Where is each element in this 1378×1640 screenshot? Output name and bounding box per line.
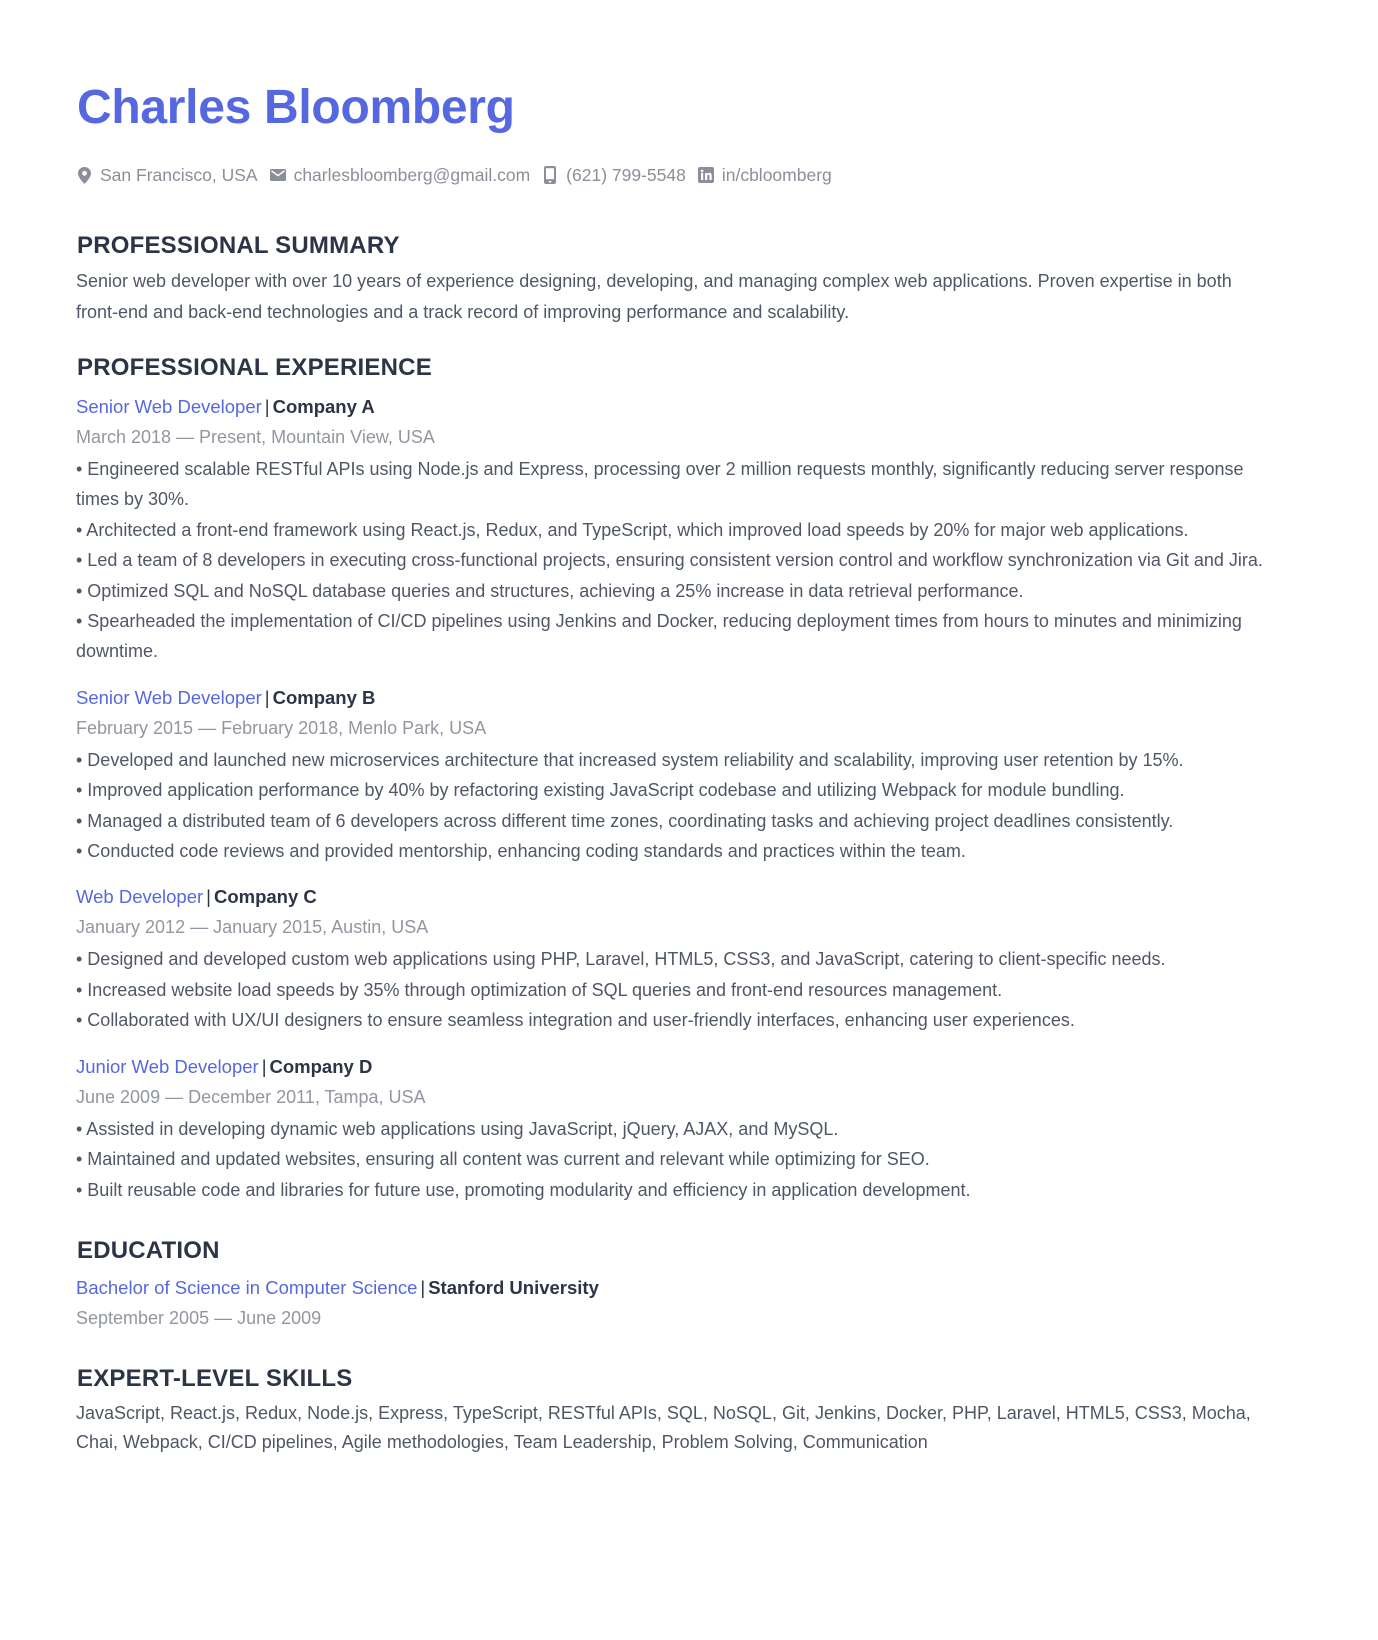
job-dates-location: January 2012 — January 2015, Austin, USA bbox=[76, 917, 429, 938]
location-pin-icon bbox=[76, 166, 92, 184]
job-entry bbox=[76, 1052, 1278, 1205]
contact-location-text: San Francisco, USA bbox=[100, 165, 258, 185]
separator: | bbox=[261, 1055, 267, 1077]
bullet-item: • Managed a distributed team of 6 developers across different time zones, coordinating tasks and achieving project deadlines consistently. bbox=[76, 810, 1174, 831]
separator: | bbox=[420, 1276, 426, 1298]
bullet-item: • Conducted code reviews and provided mentorship, enhancing coding standards and practices within the team. bbox=[76, 841, 966, 862]
linkedin-icon bbox=[698, 166, 714, 184]
education-entry bbox=[76, 1273, 1278, 1333]
bullet-item: • Led a team of 8 developers in executing cross-functional projects, ensuring consistent version control and workflow synchronization via Git and Jira. bbox=[76, 550, 1263, 571]
job-role: Junior Web Developer bbox=[76, 1055, 259, 1077]
job-entry bbox=[76, 683, 1278, 867]
bullet-item: • Architected a front-end framework using React.js, Redux, and TypeScript, which improved load speeds by 20% for major web applications. bbox=[76, 519, 1189, 540]
bullet-item: • Maintained and updated websites, ensuring all content was current and relevant while optimizing for SEO. bbox=[76, 1149, 930, 1170]
bullet-item: • Improved application performance by 40% by refactoring existing JavaScript codebase and utilizing Webpack for module bundling. bbox=[76, 780, 1125, 801]
contact-phone bbox=[542, 162, 686, 188]
job-role: Senior Web Developer bbox=[76, 686, 262, 708]
envelope-icon bbox=[270, 166, 286, 184]
summary-heading: PROFESSIONAL SUMMARY bbox=[77, 232, 400, 259]
experience-heading: PROFESSIONAL EXPERIENCE bbox=[77, 354, 432, 381]
job-dates-location: February 2015 — February 2018, Menlo Park, USA bbox=[76, 717, 487, 738]
job-role: Senior Web Developer bbox=[76, 396, 262, 417]
bullet-item: • Engineered scalable RESTful APIs using Node.js and Express, processing over 2 million requests monthly, significantly reducing server response times by 30%. bbox=[76, 459, 1244, 510]
job-company: Company C bbox=[213, 886, 317, 908]
job-header bbox=[76, 683, 1278, 713]
job-company: Company A bbox=[272, 396, 375, 417]
bullet-item: • Spearheaded the implementation of CI/CD pipelines using Jenkins and Docker, reducing deployment times from hours to minutes and minimizing downtime. bbox=[76, 611, 1242, 662]
job-entry bbox=[76, 882, 1278, 1035]
contact-linkedin-text[interactable]: in/cbloomberg bbox=[721, 165, 832, 185]
job-dates-location: March 2018 — Present, Mountain View, USA bbox=[76, 427, 435, 447]
contact-email-text[interactable]: charlesbloomberg@gmail.com bbox=[293, 165, 531, 185]
job-header bbox=[76, 882, 1278, 912]
education-heading: EDUCATION bbox=[77, 1236, 220, 1264]
job-bullets bbox=[76, 454, 1278, 667]
contact-phone-text: (621) 799-5548 bbox=[566, 165, 686, 185]
bullet-item: • Collaborated with UX/UI designers to ensure seamless integration and user-friendly interfaces, enhancing user experiences. bbox=[76, 1010, 1075, 1031]
contact-email[interactable] bbox=[270, 162, 531, 188]
job-dates-location: June 2009 — December 2011, Tampa, USA bbox=[76, 1086, 426, 1107]
job-bullets bbox=[76, 745, 1278, 867]
bullet-item: • Developed and launched new microservices architecture that increased system reliability and scalability, improving user retention by 15%. bbox=[76, 749, 1184, 770]
education-dates: September 2005 — June 2009 bbox=[76, 1307, 322, 1328]
job-company: Company B bbox=[272, 686, 376, 708]
separator: | bbox=[264, 686, 270, 708]
skills-list: JavaScript, React.js, Redux, Node.js, Express, TypeScript, RESTful APIs, SQL, NoSQL, Git, Jenkins, Docker, PHP, Laravel, HTML5, CSS3, Mocha, Chai, Webpack, CI/CD pipelines, Agile methodologies, Team Leadership, Problem Solving, Communication bbox=[76, 1402, 1251, 1452]
bullet-item: • Increased website load speeds by 35% through optimization of SQL queries and front-end resources management. bbox=[76, 979, 1003, 1000]
phone-icon bbox=[542, 166, 558, 184]
job-company: Company D bbox=[269, 1055, 373, 1077]
skills-heading: EXPERT-LEVEL SKILLS bbox=[77, 1364, 353, 1392]
contact-linkedin[interactable] bbox=[698, 162, 832, 188]
job-role: Web Developer bbox=[76, 886, 204, 908]
separator: | bbox=[206, 886, 211, 908]
contact-location bbox=[76, 162, 258, 188]
education-header bbox=[76, 1273, 1278, 1303]
summary-text: Senior web developer with over 10 years of experience designing, developing, and managing complex web applications. Proven expertise in both front-end and back-end technologies and a track record of improving performance and scalability. bbox=[76, 271, 1232, 322]
job-header bbox=[76, 392, 1278, 422]
bullet-item: • Optimized SQL and NoSQL database queries and structures, achieving a 25% increase in data retrieval performance. bbox=[76, 580, 1024, 601]
separator: | bbox=[264, 396, 270, 417]
bullet-item: • Assisted in developing dynamic web applications using JavaScript, jQuery, AJAX, and MySQL. bbox=[76, 1118, 839, 1139]
job-bullets bbox=[76, 944, 1278, 1035]
bullet-item: • Designed and developed custom web applications using PHP, Laravel, HTML5, CSS3, and JavaScript, catering to client-specific needs. bbox=[76, 949, 1166, 970]
job-bullets bbox=[76, 1114, 1278, 1205]
bullet-item: • Built reusable code and libraries for future use, promoting modularity and efficiency in application development. bbox=[76, 1179, 971, 1200]
job-entry bbox=[76, 392, 1278, 667]
candidate-name: Charles Bloomberg bbox=[77, 81, 515, 134]
contact-bar bbox=[76, 162, 1278, 188]
education-school: Stanford University bbox=[428, 1276, 599, 1298]
job-header bbox=[76, 1052, 1278, 1082]
education-degree: Bachelor of Science in Computer Science bbox=[76, 1276, 418, 1298]
